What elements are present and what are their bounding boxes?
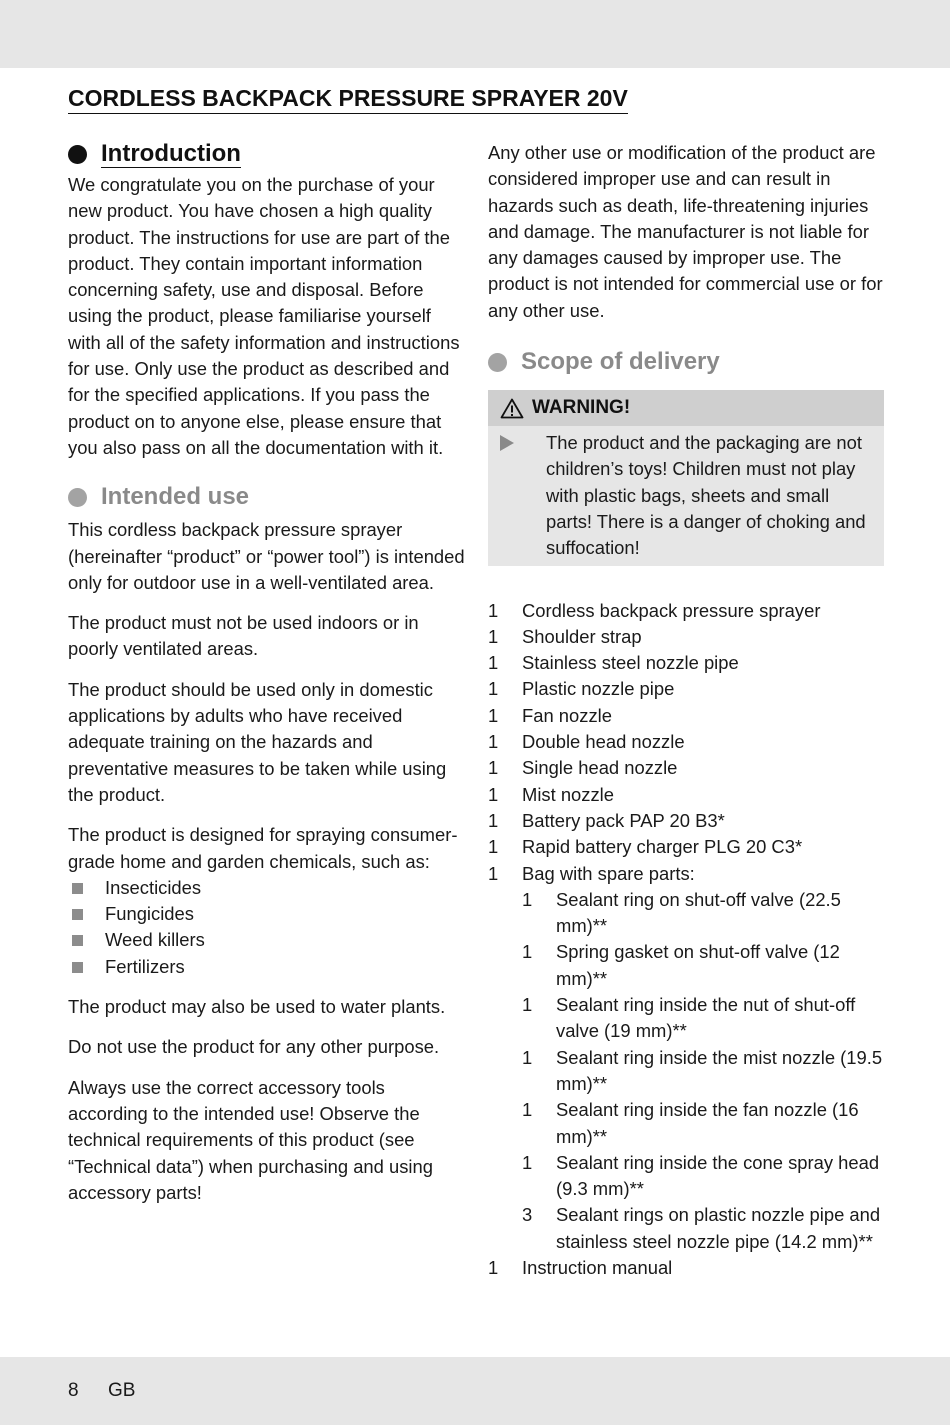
document-title: CORDLESS BACKPACK PRESSURE SPRAYER 20V [68, 84, 628, 114]
intended-use-heading-text: Intended use [101, 483, 250, 511]
list-item: 1 Cordless backpack pressure sprayer [488, 599, 821, 621]
list-item: Insecticides [68, 875, 468, 901]
list-item: 1 Double head nozzle [488, 731, 685, 753]
spare-parts-list [488, 887, 884, 1255]
warning-triangle-icon [500, 398, 524, 419]
list-item: 1 Sealant ring inside the mist nozzle (19.5 mm)** [522, 1046, 883, 1094]
list-item: Weed killers [68, 927, 468, 953]
page-number: 8 [68, 1380, 79, 1401]
delivery-list-final [488, 1255, 884, 1281]
warning-header [488, 390, 884, 426]
warning-box [488, 390, 884, 565]
intended-use-paragraph: The product should be used only in domestic applications by adults who have received adequate training on the hazards and preventative measures to be taken while using the product. [68, 678, 447, 805]
list-item: 1 Sealant ring inside the cone spray head (9.3 mm)** [522, 1151, 880, 1200]
header-band [0, 0, 950, 68]
scope-of-delivery-heading [488, 346, 884, 378]
square-bullet-icon [72, 883, 83, 894]
list-item: 1 Bag with spare parts: [488, 862, 695, 884]
list-item: 1 Mist nozzle [488, 783, 614, 805]
list-item: 1 Sealant ring inside the nut of shut-off valve (19 mm)** [522, 994, 856, 1042]
right-column [488, 140, 884, 1281]
introduction-heading [68, 140, 468, 168]
introduction-text: We congratulate you on the purchase of your new product. You have chosen a high quality product. The instructions for use are part of the product. They contain important information concerning safety, use and disposal. Before using the product, please familiarise yourself with all of the safety information and instructions for use. Only use the product as described and for the specified applications. If you pass the product on to anyone else, please ensure that you also pass on all the documentation with it. [68, 174, 460, 458]
footer-band [0, 1357, 950, 1425]
misuse-text: Any other use or modification of the product are considered improper use and can result in hazards such as death, life-threatening injuries and damage. The manufacturer is not liable for any damages caused by improper use. The product is not intended for commercial use or for any other use. [488, 142, 883, 321]
list-item: 1 Plastic nozzle pipe [488, 678, 675, 700]
introduction-heading-text: Introduction [101, 140, 241, 167]
square-bullet-icon [72, 962, 83, 973]
intended-use-paragraph: Do not use the product for any other purpose. [68, 1036, 440, 1058]
list-item: Fertilizers [68, 954, 468, 980]
intended-use-paragraph: Always use the correct accessory tools according to the intended use! Observe the technical requirements of this product (see “Technical data”) when purchasing and using accessory parts! [68, 1076, 433, 1203]
list-item: 1 Battery pack PAP 20 B3* [488, 809, 725, 831]
list-item: 1 Single head nozzle [488, 757, 678, 779]
list-item: 1 Instruction manual [488, 1256, 673, 1278]
square-bullet-icon [72, 935, 83, 946]
list-item: 1 Sealant ring on shut-off valve (22.5 mm)** [522, 888, 841, 937]
delivery-list [488, 598, 884, 887]
warning-body [488, 426, 884, 565]
list-item: 1 Fan nozzle [488, 704, 612, 726]
left-column [68, 140, 468, 1220]
intended-use-paragraph: The product is designed for spraying consumer-grade home and garden chemicals, such as: [68, 824, 458, 872]
bullet-dot-icon [488, 353, 507, 372]
intended-use-heading [68, 481, 468, 513]
intended-use-paragraph: The product must not be used indoors or in poorly ventilated areas. [68, 612, 419, 660]
bullet-dot-icon [68, 488, 87, 507]
list-item: 1 Shoulder strap [488, 625, 642, 647]
list-item: 1 Sealant ring inside the fan nozzle (16 mm)** [522, 1099, 859, 1147]
intended-use-paragraph: The product may also be used to water plants. [68, 996, 446, 1018]
arrow-right-icon [500, 435, 528, 451]
list-item: 1 Spring gasket on shut-off valve (12 mm)** [522, 941, 840, 989]
language-code: GB [108, 1380, 136, 1401]
list-item: Fungicides [68, 901, 468, 927]
square-bullet-icon [72, 909, 83, 920]
list-item: 1 Stainless steel nozzle pipe [488, 652, 739, 674]
bullet-dot-icon [68, 145, 87, 164]
warning-text: The product and the packaging are not children’s toys! Children must not play with plastic bags, sheets and small parts! There is a danger of choking and suffocation! [546, 432, 866, 559]
warning-label: WARNING! [532, 397, 631, 419]
list-item: 3 Sealant rings on plastic nozzle pipe and stainless steel nozzle pipe (14.2 mm)** [522, 1204, 881, 1252]
scope-of-delivery-heading-text: Scope of delivery [521, 348, 720, 376]
chemicals-list [68, 875, 468, 980]
list-item: 1 Rapid battery charger PLG 20 C3* [488, 836, 803, 858]
intended-use-paragraph: This cordless backpack pressure sprayer (hereinafter “product” or “power tool”) is intended only for outdoor use in a well-ventilated area. [68, 519, 465, 593]
